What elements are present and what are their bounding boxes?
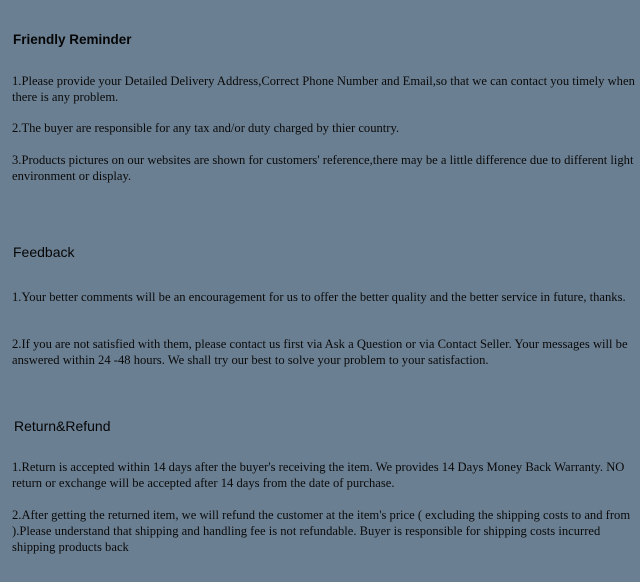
reminder-item-picture-difference: 3.Products pictures on our websites are shown for customers' reference,there may be a little difference due to different light environment or display. xyxy=(12,153,634,183)
feedback-item-contact-first: 2.If you are not satisfied with them, please contact us first via Ask a Question or via Contact Seller. Your messages will be answered within 24 -48 hours. We shall try our best to solve your problem to your satisfaction. xyxy=(12,337,628,367)
friendly-reminder-heading: Friendly Reminder xyxy=(13,32,132,47)
feedback-item-comments: 1.Your better comments will be an encouragement for us to offer the better quality and the better service in future, thanks. xyxy=(12,290,626,304)
return-refund-heading: Return&Refund xyxy=(14,418,111,434)
reminder-item-contact-info: 1.Please provide your Detailed Delivery Address,Correct Phone Number and Email,so that we can contact you timely when there is any problem. xyxy=(12,74,635,104)
return-item-refund-terms: 2.After getting the returned item, we will refund the customer at the item's price ( excluding the shipping costs to and from ).Please understand that shipping and handling fee is not refundable. Buyer is responsible for shipping costs incurred shipping products back xyxy=(12,508,631,554)
feedback-heading: Feedback xyxy=(13,244,75,260)
return-item-warranty: 1.Return is accepted within 14 days after the buyer's receiving the item. We provides 14 Days Money Back Warranty. NO return or exchange will be accepted after 14 days from the date of purchase. xyxy=(12,460,625,490)
reminder-item-tax-duty: 2.The buyer are responsible for any tax and/or duty charged by thier country. xyxy=(12,121,400,135)
